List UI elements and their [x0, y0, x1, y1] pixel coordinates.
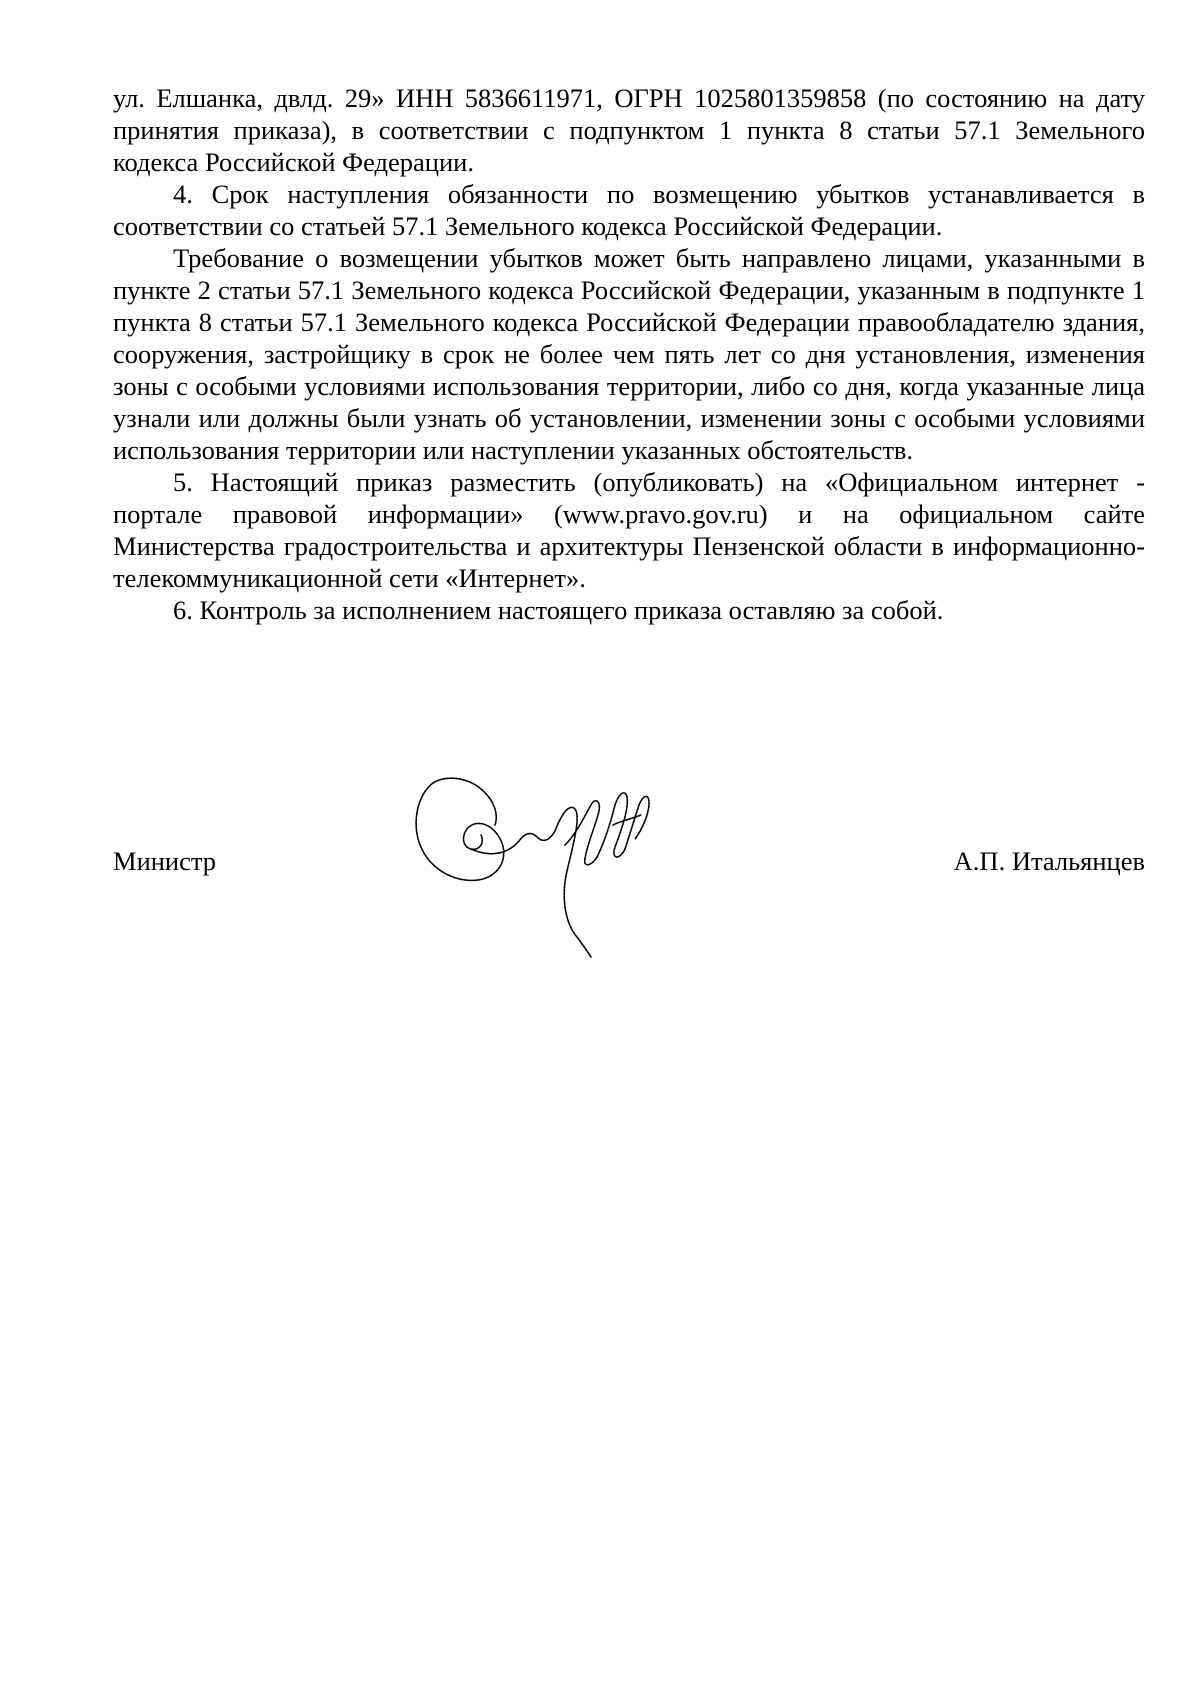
paragraph-address-inn-ogrn: ул. Елшанка, двлд. 29» ИНН 5836611971, ОГРН 1025801359858 (по состоянию на дату принятия приказа), в соответствии с подпунктом 1 пункта 8 статьи 57.1 Земельного кодекса Российской Федерации.: [113, 83, 1145, 177]
document-body: [113, 82, 1145, 626]
paragraph-item-4: 4. Срок наступления обязанности по возмещению убытков устанавливается в соответствии со статьей 57.1 Земельного кодекса Российской Федерации.: [113, 179, 1145, 241]
paragraph-item-5: 5. Настоящий приказ разместить (опубликовать) на «Официальном интернет - портале правовой информации» (www.pravo.gov.ru) и на официальном сайте Министерства градостроительства и архитектуры Пензенской области в информационно-телекоммуникационной сети «Интернет».: [113, 467, 1145, 593]
signatory-position: Министр: [113, 846, 217, 876]
signatory-name: А.П. Итальянцев: [953, 846, 1145, 876]
handwritten-signature: [415, 775, 675, 960]
paragraph-item-6: 6. Контроль за исполнением настоящего приказа оставляю за собой.: [173, 595, 944, 625]
paragraph-damages-claim: Требование о возмещении убытков может быть направлено лицами, указанными в пункте 2 статьи 57.1 Земельного кодекса Российской Федерации, указанным в подпункте 1 пункта 8 статьи 57.1 Земельного кодекса Российской Федерации правообладателю здания, сооружения, застройщику в срок не более чем пять лет со дня установления, изменения зоны с особыми условиями использования территории, либо со дня, когда указанные лица узнали или должны были узнать об установлении, изменении зоны с особыми условиями использования территории или наступлении указанных обстоятельств.: [113, 243, 1145, 465]
